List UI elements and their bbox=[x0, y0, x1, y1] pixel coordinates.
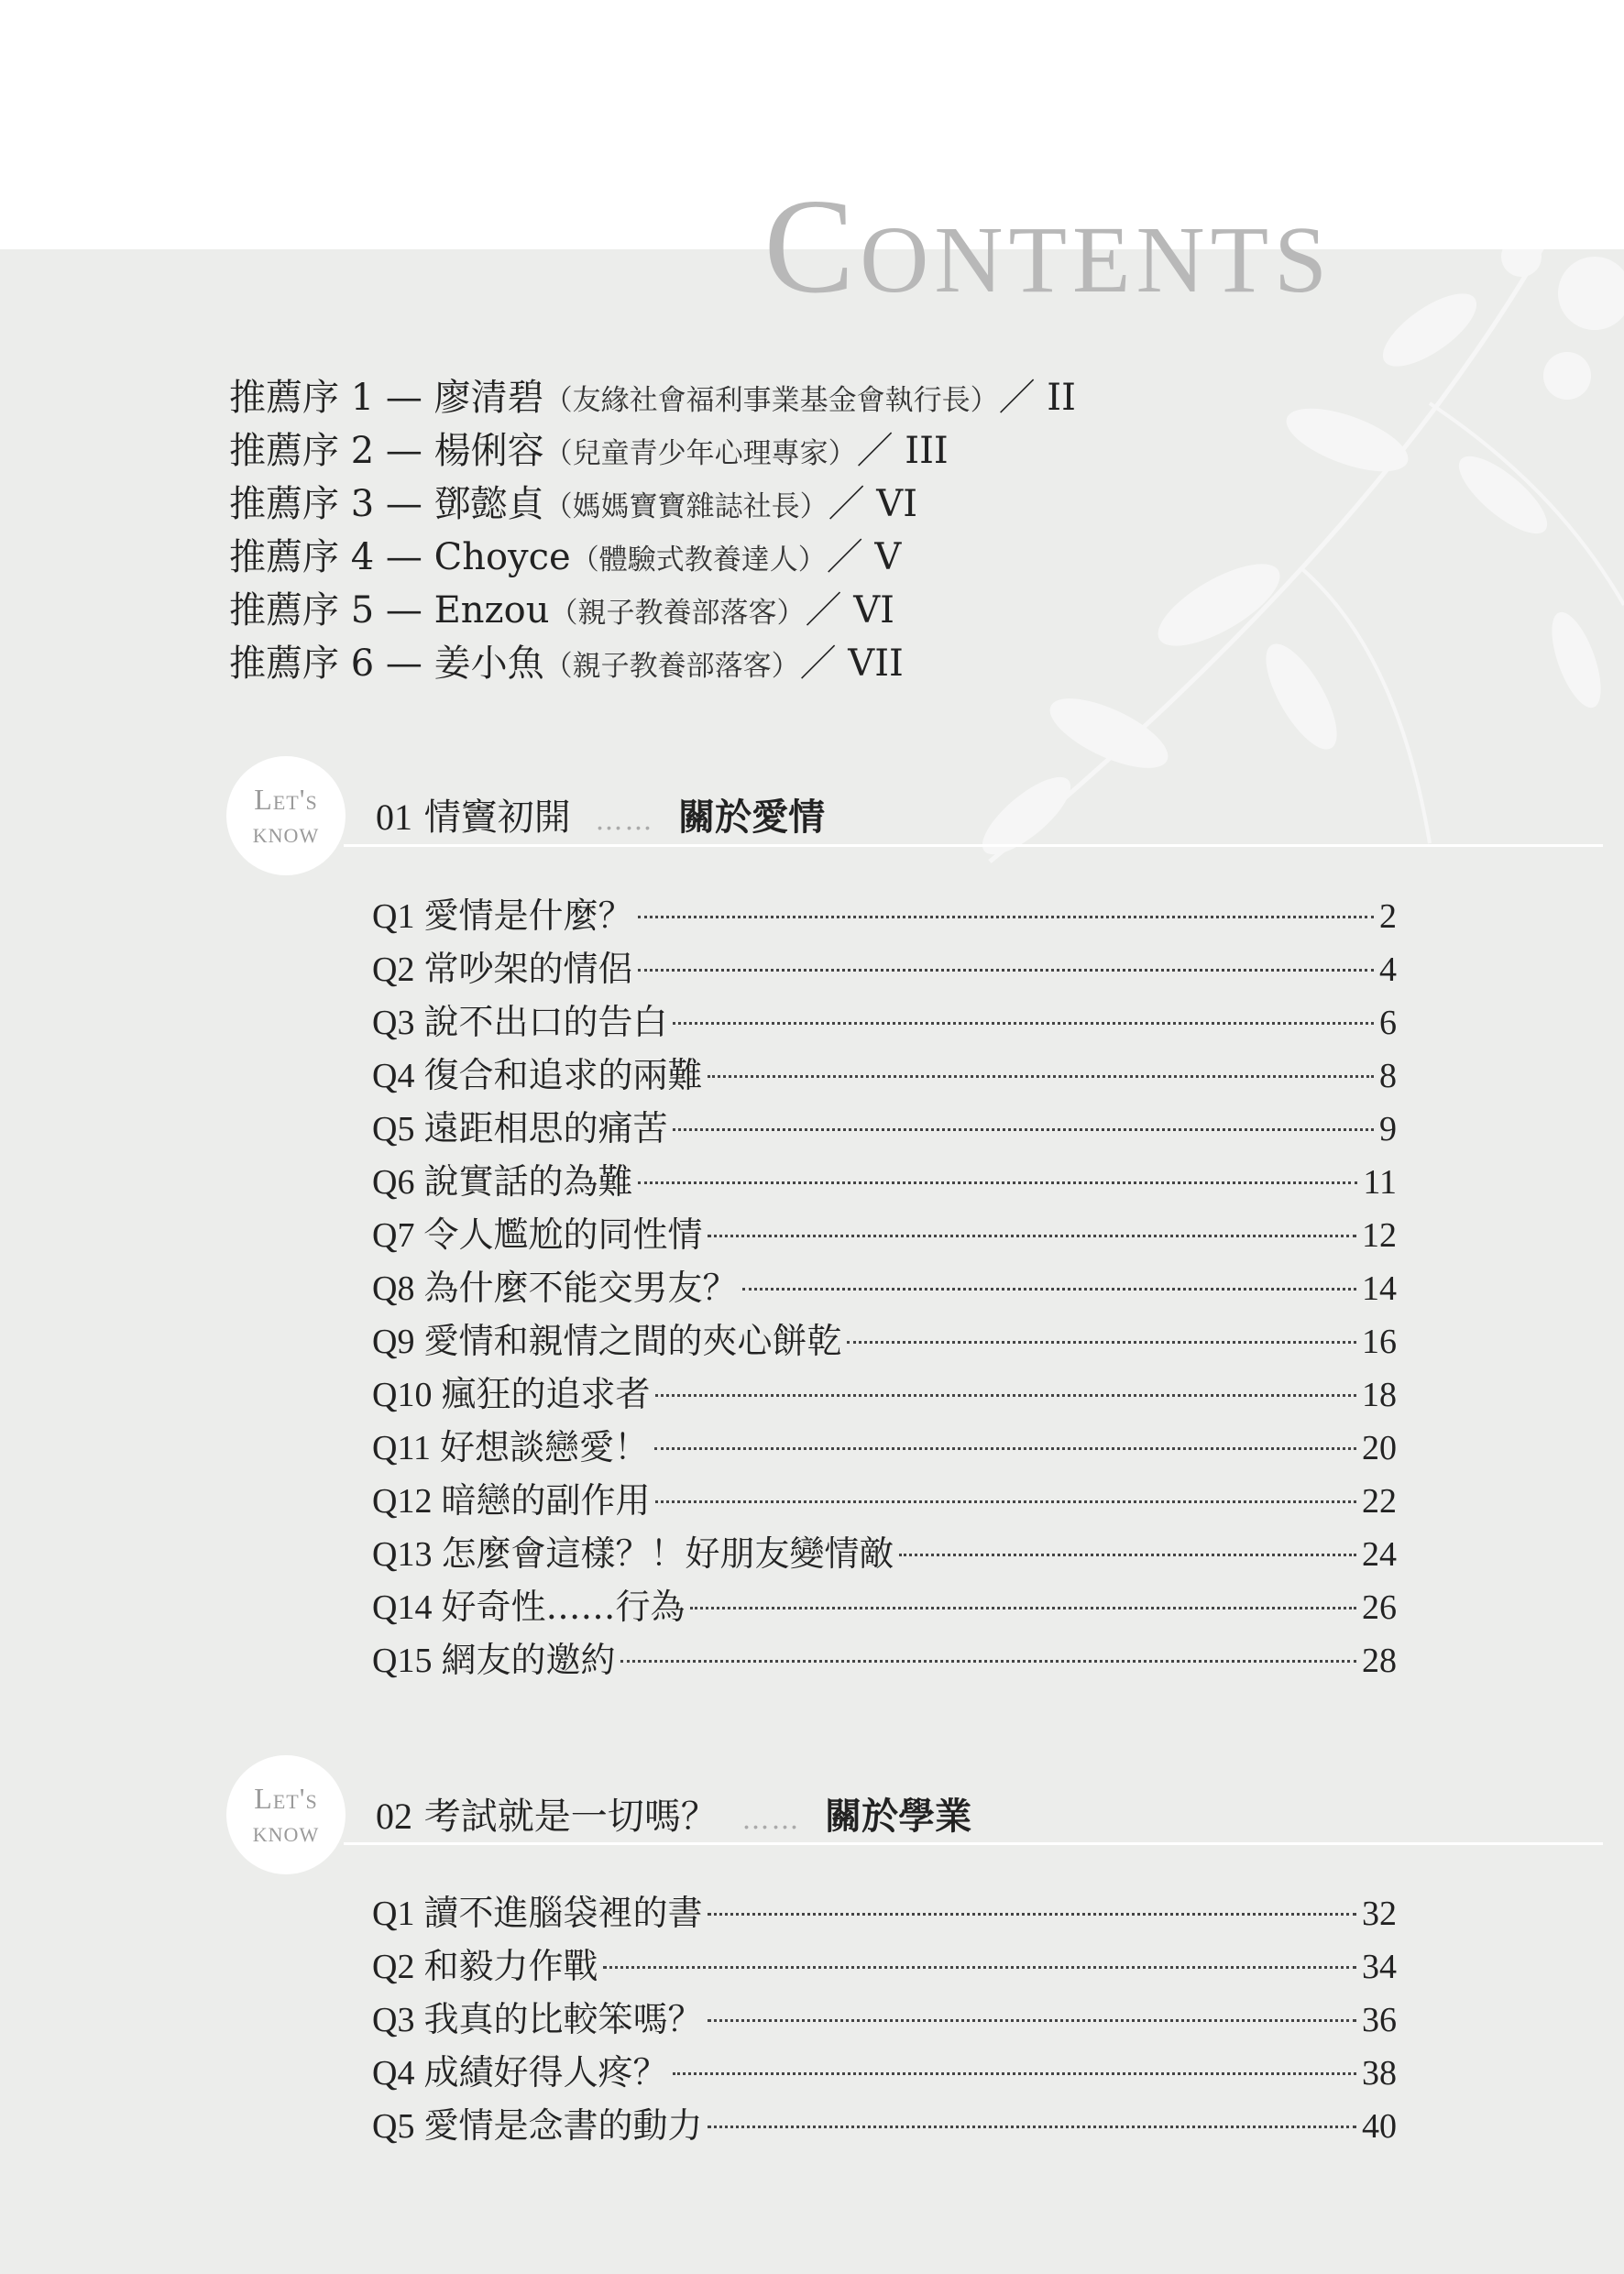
toc-item-title: 令人尷尬的同性情 bbox=[423, 1214, 703, 1255]
toc-item-title: 愛情和親情之間的夾心餅乾 bbox=[423, 1321, 842, 1361]
preface-role: （兒童青少年心理專家） bbox=[543, 437, 857, 470]
toc-item-title: 復合和追求的兩難 bbox=[423, 1055, 703, 1095]
preface-role: （親子教養部落客） bbox=[549, 597, 806, 630]
page-number: 32 bbox=[1362, 1895, 1397, 1933]
toc-item[interactable] bbox=[372, 1421, 1397, 1474]
page-number: 38 bbox=[1362, 2054, 1397, 2093]
toc-item[interactable] bbox=[372, 1208, 1397, 1261]
toc-item[interactable] bbox=[372, 995, 1397, 1049]
toc-item[interactable] bbox=[372, 1886, 1397, 1939]
dot-leader bbox=[708, 1913, 1356, 1916]
dot-leader bbox=[638, 969, 1374, 972]
page-number: 4 bbox=[1379, 950, 1397, 989]
dot-leader bbox=[620, 1660, 1356, 1663]
dot-leader bbox=[899, 1554, 1356, 1556]
page-title: Contents bbox=[763, 171, 1333, 322]
preface-page: ／ V bbox=[826, 536, 902, 578]
dot-leader bbox=[655, 1394, 1356, 1397]
preface-label: 推薦序 2 — 楊俐容 bbox=[229, 430, 544, 472]
section-number: 01 bbox=[376, 796, 412, 838]
page-number: 18 bbox=[1362, 1376, 1397, 1414]
badge-line-2: know bbox=[252, 1815, 320, 1848]
page-number: 2 bbox=[1379, 897, 1397, 936]
toc-item[interactable] bbox=[372, 2099, 1397, 2152]
dot-leader bbox=[673, 1128, 1374, 1131]
toc-item[interactable] bbox=[372, 1261, 1397, 1314]
preface-item bbox=[229, 424, 1076, 478]
toc-item-title: 好想談戀愛！ bbox=[440, 1427, 650, 1467]
page-number: 26 bbox=[1362, 1588, 1397, 1627]
section-name: 情竇初開 bbox=[423, 796, 571, 839]
question-number: Q1 bbox=[372, 897, 415, 936]
toc-item[interactable] bbox=[372, 1102, 1397, 1155]
page-number: 20 bbox=[1362, 1429, 1397, 1467]
question-number: Q12 bbox=[372, 1482, 433, 1521]
dot-leader bbox=[638, 1181, 1357, 1184]
page-number: 9 bbox=[1379, 1110, 1397, 1148]
toc-item[interactable] bbox=[372, 1527, 1397, 1580]
section-number: 02 bbox=[376, 1796, 412, 1837]
page-number: 14 bbox=[1362, 1269, 1397, 1308]
preface-page: ／ VII bbox=[799, 643, 904, 685]
section-dots: …… bbox=[741, 1803, 801, 1836]
question-number: Q2 bbox=[372, 950, 415, 989]
dot-leader bbox=[847, 1341, 1356, 1344]
question-number: Q1 bbox=[372, 1895, 415, 1933]
toc-item[interactable] bbox=[372, 1368, 1397, 1421]
preface-label: 推薦序 4 — Choyce bbox=[229, 536, 571, 578]
toc-item[interactable] bbox=[372, 1993, 1397, 2046]
section-topic: 關於愛情 bbox=[678, 796, 826, 839]
page-number: 22 bbox=[1362, 1482, 1397, 1521]
toc-item-title: 和毅力作戰 bbox=[423, 1946, 598, 1986]
preface-label: 推薦序 3 — 鄧懿貞 bbox=[229, 483, 544, 525]
dot-leader bbox=[690, 1607, 1356, 1609]
toc-item[interactable] bbox=[372, 942, 1397, 995]
toc-item[interactable] bbox=[372, 1474, 1397, 1527]
page-number: 6 bbox=[1379, 1004, 1397, 1042]
preface-page: ／ VI bbox=[805, 589, 894, 632]
question-number: Q3 bbox=[372, 1004, 415, 1042]
preface-list bbox=[229, 371, 1076, 690]
toc-item-title: 說實話的為難 bbox=[423, 1161, 633, 1202]
section-dots: …… bbox=[595, 804, 654, 837]
preface-item bbox=[229, 371, 1076, 424]
question-number: Q11 bbox=[372, 1429, 432, 1467]
section-topic: 關於學業 bbox=[825, 1795, 972, 1838]
toc-item[interactable] bbox=[372, 1633, 1397, 1686]
question-number: Q8 bbox=[372, 1269, 415, 1308]
question-number: Q3 bbox=[372, 2001, 415, 2039]
section-title bbox=[376, 788, 825, 840]
page-number: 40 bbox=[1362, 2107, 1397, 2146]
question-number: Q14 bbox=[372, 1588, 433, 1627]
section-divider bbox=[344, 844, 1603, 847]
toc-item[interactable] bbox=[372, 1155, 1397, 1208]
page-number: 34 bbox=[1362, 1948, 1397, 1986]
badge-line-1: Let's bbox=[254, 783, 318, 816]
toc-item-title: 愛情是念書的動力 bbox=[423, 2105, 703, 2146]
page-number: 16 bbox=[1362, 1323, 1397, 1361]
toc-item-title: 我真的比較笨嗎？ bbox=[423, 1999, 703, 2039]
toc-item[interactable] bbox=[372, 889, 1397, 942]
preface-item bbox=[229, 584, 1076, 637]
page-number: 11 bbox=[1363, 1163, 1397, 1202]
toc-item-title: 網友的邀約 bbox=[441, 1640, 616, 1680]
toc-item[interactable] bbox=[372, 2046, 1397, 2099]
toc-item-title: 瘋狂的追求者 bbox=[441, 1374, 651, 1414]
preface-role: （親子教養部落客） bbox=[543, 650, 800, 683]
dot-leader bbox=[654, 1447, 1356, 1450]
page-number: 36 bbox=[1362, 2001, 1397, 2039]
preface-label: 推薦序 5 — Enzou bbox=[229, 589, 550, 632]
question-number: Q5 bbox=[372, 1110, 415, 1148]
section-divider bbox=[344, 1842, 1603, 1845]
dot-leader bbox=[603, 1966, 1356, 1969]
preface-item bbox=[229, 531, 1076, 584]
preface-label: 推薦序 1 — 廖清碧 bbox=[229, 377, 544, 419]
question-number: Q13 bbox=[372, 1535, 433, 1574]
toc-item-title: 常吵架的情侶 bbox=[423, 949, 633, 989]
question-number: Q4 bbox=[372, 1057, 415, 1095]
preface-page: ／ II bbox=[998, 377, 1076, 419]
badge-line-2: know bbox=[252, 816, 320, 849]
lets-know-badge bbox=[226, 756, 346, 875]
toc-item-title: 讀不進腦袋裡的書 bbox=[423, 1893, 703, 1933]
dot-leader bbox=[708, 2019, 1356, 2022]
question-number: Q10 bbox=[372, 1376, 433, 1414]
preface-role: （媽媽寶寶雜誌社長） bbox=[543, 490, 828, 523]
preface-role: （友緣社會福利事業基金會執行長） bbox=[543, 384, 999, 417]
preface-role: （體驗式教養達人） bbox=[570, 544, 827, 577]
toc-item[interactable] bbox=[372, 1580, 1397, 1633]
badge-line-1: Let's bbox=[254, 1782, 318, 1815]
toc-item[interactable] bbox=[372, 1314, 1397, 1368]
question-number: Q6 bbox=[372, 1163, 415, 1202]
dot-leader bbox=[673, 2072, 1356, 2075]
lets-know-badge bbox=[226, 1755, 346, 1874]
dot-leader bbox=[708, 1235, 1356, 1237]
question-number: Q7 bbox=[372, 1216, 415, 1255]
dot-leader bbox=[655, 1500, 1356, 1503]
dot-leader bbox=[673, 1022, 1374, 1025]
toc-item-title: 好奇性……行為 bbox=[441, 1587, 686, 1627]
toc-item-title: 成績好得人疼？ bbox=[423, 2052, 668, 2093]
toc-item-title: 愛情是什麼？ bbox=[423, 895, 633, 936]
preface-page: ／ III bbox=[856, 430, 949, 472]
preface-item bbox=[229, 637, 1076, 690]
toc-item[interactable] bbox=[372, 1049, 1397, 1102]
question-number: Q4 bbox=[372, 2054, 415, 2093]
question-number: Q15 bbox=[372, 1642, 433, 1680]
toc-item-title: 暗戀的副作用 bbox=[441, 1480, 651, 1521]
section-title bbox=[376, 1787, 971, 1840]
page-number: 28 bbox=[1362, 1642, 1397, 1680]
toc-item-title: 怎麼會這樣？！好朋友變情敵 bbox=[441, 1533, 894, 1574]
question-number: Q2 bbox=[372, 1948, 415, 1986]
toc-item[interactable] bbox=[372, 1939, 1397, 1993]
toc-item-title: 為什麼不能交男友？ bbox=[423, 1268, 738, 1308]
dot-leader bbox=[638, 916, 1374, 918]
section-name: 考試就是一切嗎？ bbox=[423, 1796, 718, 1838]
preface-item bbox=[229, 478, 1076, 531]
toc-item-title: 說不出口的告白 bbox=[423, 1002, 668, 1042]
page-number: 8 bbox=[1379, 1057, 1397, 1095]
toc-list bbox=[372, 889, 1397, 1686]
dot-leader bbox=[708, 1075, 1374, 1078]
dot-leader bbox=[708, 2126, 1356, 2128]
preface-label: 推薦序 6 — 姜小魚 bbox=[229, 643, 544, 685]
toc-list bbox=[372, 1886, 1397, 2152]
question-number: Q5 bbox=[372, 2107, 415, 2146]
page-number: 24 bbox=[1362, 1535, 1397, 1574]
toc-item-title: 遠距相思的痛苦 bbox=[423, 1108, 668, 1148]
preface-page: ／ VI bbox=[828, 483, 917, 525]
question-number: Q9 bbox=[372, 1323, 415, 1361]
dot-leader bbox=[742, 1288, 1356, 1291]
page-number: 12 bbox=[1362, 1216, 1397, 1255]
